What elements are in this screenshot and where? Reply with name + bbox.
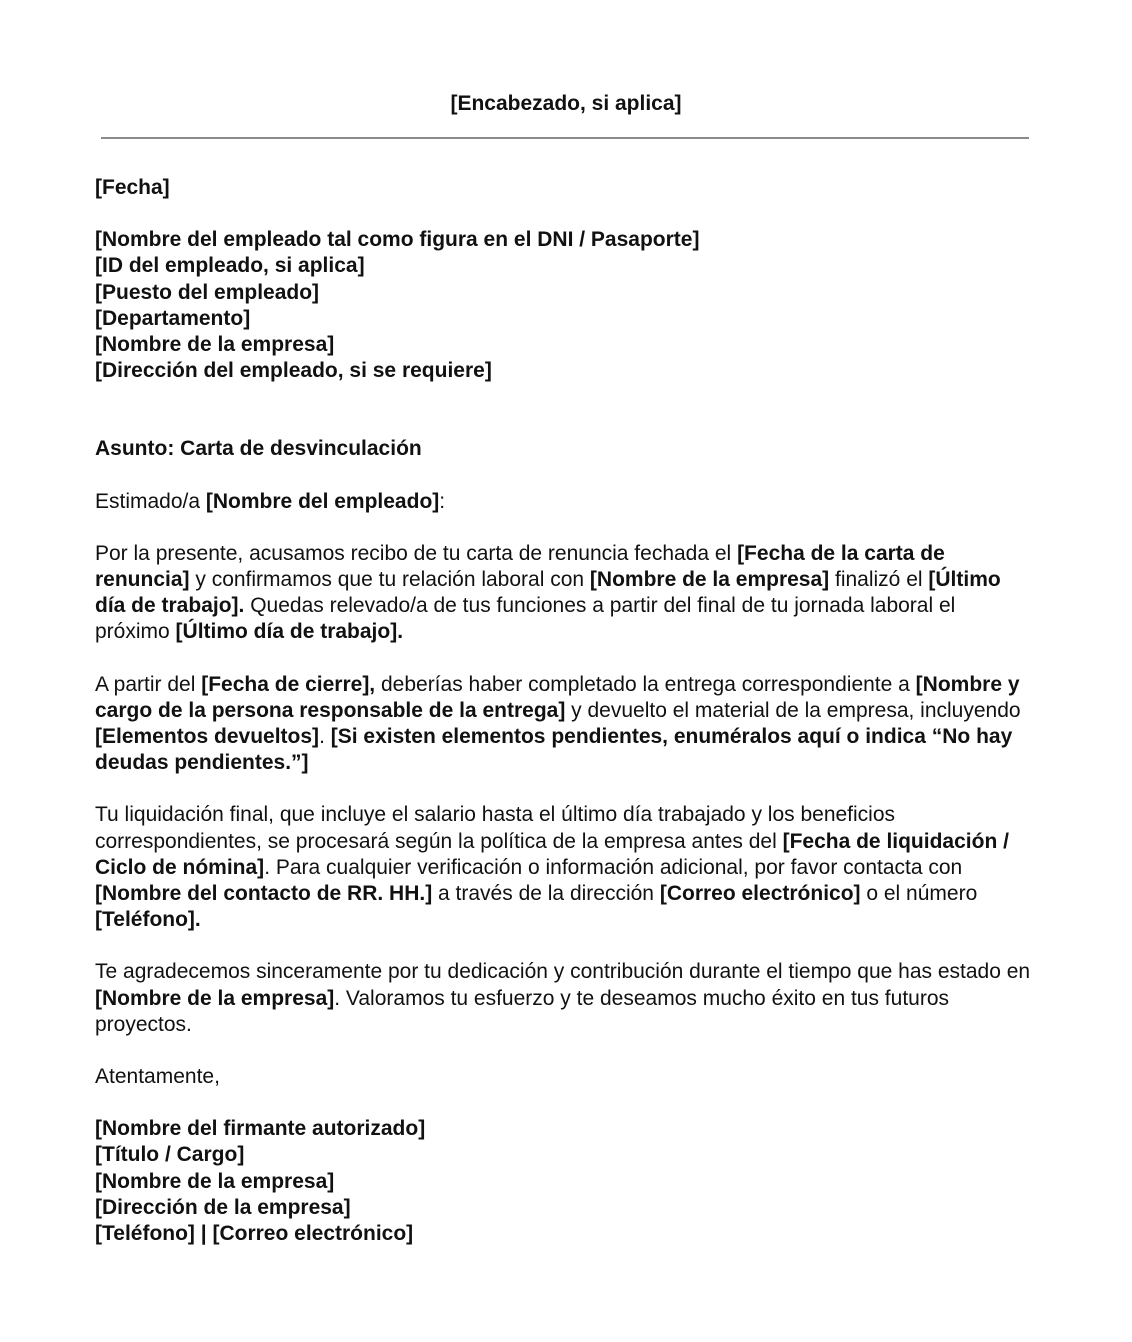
signer-name: [Nombre del firmante autorizado] — [95, 1117, 426, 1141]
placeholder-email: [Correo electrónico] — [659, 882, 861, 906]
placeholder-hr-contact: [Nombre del contacto de RR. HH.] — [95, 882, 433, 906]
text-run: Quedas relevado/a de tus funciones a partir del final de tu jornada laboral el próximo — [95, 594, 956, 644]
salutation-name: [Nombre del empleado] — [205, 489, 440, 513]
recipient-name: [Nombre del empleado tal como figura en el DNI / Pasaporte] — [95, 228, 700, 252]
signer-title: [Título / Cargo] — [95, 1143, 245, 1167]
placeholder-settlement-date: [Fecha de liquidación / Ciclo de nómina] — [95, 829, 1009, 879]
signer-contact: [Teléfono] | [Correo electrónico] — [95, 1222, 414, 1246]
spacer — [95, 384, 1035, 436]
text-run: Por la presente, acusamos recibo de tu carta de renuncia fechada el — [95, 541, 738, 565]
letter-subject: Asunto: Carta de desvinculación — [95, 437, 422, 461]
recipient-block — [95, 227, 1035, 384]
spacer — [95, 515, 1035, 541]
signer-company-address: [Dirección de la empresa] — [95, 1195, 351, 1219]
spacer — [95, 776, 1035, 802]
spacer — [95, 646, 1035, 672]
spacer — [95, 201, 1035, 227]
signature-block — [95, 1116, 1035, 1247]
recipient-company: [Nombre de la empresa] — [95, 333, 335, 357]
placeholder-pending-items: [Si existen elementos pendientes, enuméralos aquí o indica “No hay deudas pendientes.”] — [95, 725, 1013, 775]
recipient-id: [ID del empleado, si aplica] — [95, 254, 365, 278]
recipient-position: [Puesto del empleado] — [95, 280, 320, 304]
recipient-department: [Departamento] — [95, 306, 251, 330]
paragraph-handover — [95, 672, 1035, 777]
placeholder-last-day: [Último día de trabajo]. — [95, 568, 1001, 618]
placeholder-resignation-date: [Fecha de la carta de renuncia] — [95, 541, 945, 592]
salutation-prefix: Estimado/a — [95, 489, 206, 513]
text-run: Te agradecemos sinceramente por tu dedicación y contribución durante el tiempo que has estado en — [95, 960, 1031, 984]
placeholder-phone: [Teléfono]. — [95, 908, 201, 932]
placeholder-returned-items: [Elementos devueltos] — [95, 725, 320, 749]
placeholder-company-name: [Nombre de la empresa] — [95, 986, 335, 1010]
spacer — [95, 933, 1035, 959]
document-header: [Encabezado, si aplica] — [450, 92, 682, 115]
spacer — [95, 1090, 1035, 1116]
text-run: y devuelto el material de la empresa, incluyendo — [565, 698, 1021, 722]
paragraph-settlement — [95, 802, 1035, 933]
text-run: Tu liquidación final, que incluye el salario hasta el último día trabajado y los beneficios correspondientes, se procesará según la política de la empresa antes del — [95, 803, 896, 853]
letter-body — [95, 175, 1035, 1247]
text-run: . Valoramos tu esfuerzo y te deseamos mucho éxito en tus futuros proyectos. — [95, 986, 950, 1036]
letter-date: [Fecha] — [95, 176, 170, 199]
salutation-suffix: : — [439, 489, 446, 513]
text-run: a través de la dirección — [432, 882, 660, 906]
paragraph-resignation — [95, 541, 1035, 646]
text-run: deberías haber completado la entrega correspondiente a — [375, 672, 916, 696]
text-run: y confirmamos que tu relación laboral con — [189, 568, 590, 592]
letter-salutation — [95, 489, 1035, 515]
spacer — [95, 463, 1035, 489]
letter-closing: Atentamente, — [95, 1065, 220, 1089]
header-divider — [101, 137, 1029, 139]
text-run: . Para cualquier verificación o información adicional, por favor contacta con — [264, 855, 963, 879]
recipient-address: [Dirección del empleado, si se requiere] — [95, 359, 492, 383]
placeholder-last-day: [Último día de trabajo]. — [175, 620, 404, 644]
text-run: A partir del — [95, 672, 202, 696]
text-run: . — [319, 725, 331, 749]
placeholder-closing-date: [Fecha de cierre], — [201, 672, 376, 696]
spacer — [95, 1038, 1035, 1064]
signer-company: [Nombre de la empresa] — [95, 1169, 335, 1193]
placeholder-handover-person: [Nombre y cargo de la persona responsable de la entrega] — [95, 672, 1020, 722]
text-run: o el número — [860, 882, 978, 906]
paragraph-thanks — [95, 959, 1035, 1038]
text-run: finalizó el — [829, 568, 929, 592]
placeholder-company-name: [Nombre de la empresa] — [589, 568, 830, 592]
